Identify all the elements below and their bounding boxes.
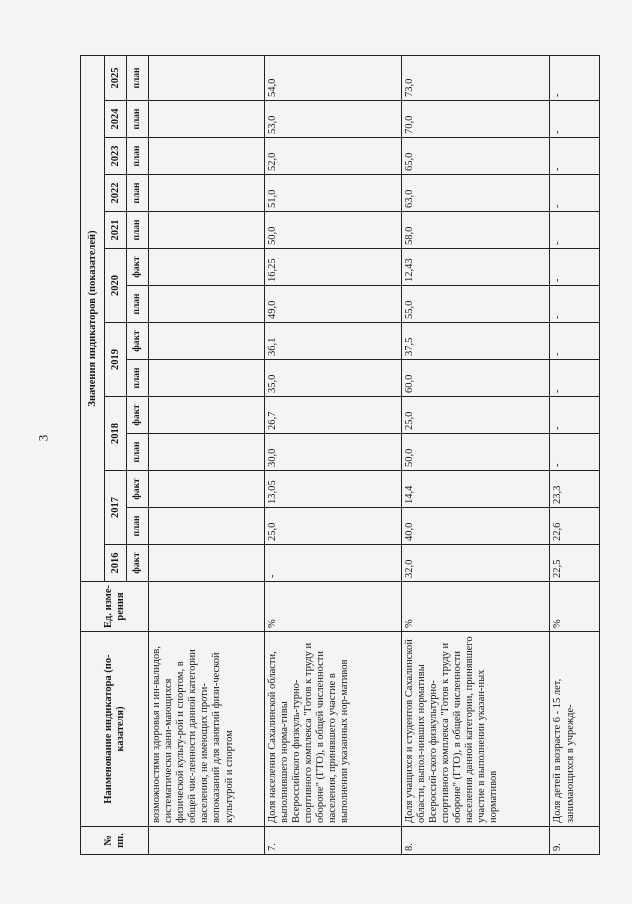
value-cell: 49,0 (264, 286, 401, 323)
sub-fact: факт (127, 471, 149, 508)
value-cell: 50,0 (264, 212, 401, 249)
table-row (149, 56, 264, 855)
value-cell: 60,0 (402, 360, 550, 397)
value-cell: 16,25 (264, 249, 401, 286)
sub-plan: план (127, 56, 149, 101)
value-cell: 65,0 (402, 138, 550, 175)
table-row (550, 56, 600, 855)
year-2018: 2018 (105, 397, 127, 471)
year-2023: 2023 (105, 138, 127, 175)
value-cell: 54,0 (264, 56, 401, 101)
value-cell: - (550, 101, 600, 138)
value-cell: - (550, 397, 600, 434)
sub-plan: план (127, 360, 149, 397)
value-cell: - (550, 286, 600, 323)
value-cell: 53,0 (264, 101, 401, 138)
value-cell: 40,0 (402, 508, 550, 545)
row-num: 9. (550, 827, 600, 855)
value-cell: - (550, 138, 600, 175)
year-2017: 2017 (105, 471, 127, 545)
value-cell: 12,43 (402, 249, 550, 286)
row-unit: % (550, 582, 600, 632)
sub-plan: план (127, 212, 149, 249)
row-name: Доля детей в возрасте 6 - 15 лет, занимающихся в учрежде- (550, 632, 600, 827)
value-cell: 13,05 (264, 471, 401, 508)
row-name: возможностями здоровья и ин-валидов, систематически зани-мающихся физической культу-рой и спортом, в общей чис-ленности данной категории населения, не имеющих проти-вопоказаний для занятий физи-ческой культурой и спортом (149, 632, 264, 827)
header-num: № пп. (81, 827, 149, 855)
table-row (402, 56, 550, 855)
sub-plan: план (127, 434, 149, 471)
row-num: 8. (402, 827, 550, 855)
value-cell: 23,3 (550, 471, 600, 508)
header-unit: Ед. изме-рения (81, 582, 149, 632)
sub-plan: план (127, 175, 149, 212)
sub-fact: факт (127, 545, 149, 582)
table-row (264, 56, 401, 855)
row-unit: % (402, 582, 550, 632)
header-values: Значения индикаторов (показателей) (81, 56, 105, 582)
value-cell: 50,0 (402, 434, 550, 471)
indicators-table (80, 55, 600, 855)
value-cell: 14,4 (402, 471, 550, 508)
value-cell: 32,0 (402, 545, 550, 582)
year-2025: 2025 (105, 56, 127, 101)
sub-fact: факт (127, 249, 149, 286)
year-2022: 2022 (105, 175, 127, 212)
value-cell: - (550, 212, 600, 249)
value-cell: - (550, 56, 600, 101)
sub-plan: план (127, 101, 149, 138)
sub-plan: план (127, 286, 149, 323)
value-cell: 55,0 (402, 286, 550, 323)
sub-plan: план (127, 508, 149, 545)
year-2019: 2019 (105, 323, 127, 397)
value-cell: - (550, 249, 600, 286)
value-cell: - (550, 360, 600, 397)
page-number: 3 (35, 434, 51, 442)
value-cell: 35,0 (264, 360, 401, 397)
value-cell: - (550, 323, 600, 360)
value-cell: - (550, 434, 600, 471)
value-cell: 22,6 (550, 508, 600, 545)
value-cell: 51,0 (264, 175, 401, 212)
value-cell: - (264, 545, 401, 582)
value-cell: - (550, 175, 600, 212)
sub-plan: план (127, 138, 149, 175)
value-cell: 25,0 (402, 397, 550, 434)
row-name: Доля населения Сахалинской области, выполнившего норма-тивы Всероссийского физкуль-турно-спортивного комплекса "Готов к труду и обороне" (ГТО), в общей численности населения, принявшего участие в выполнении указанных нор-мативов (264, 632, 401, 827)
rotated-table-wrapper (80, 55, 600, 855)
value-cell: 58,0 (402, 212, 550, 249)
value-cell: 52,0 (264, 138, 401, 175)
year-2024: 2024 (105, 101, 127, 138)
value-cell: 70,0 (402, 101, 550, 138)
row-num (149, 827, 264, 855)
year-2021: 2021 (105, 212, 127, 249)
value-cell: 26,7 (264, 397, 401, 434)
row-name: Доля учащихся и студентов Сахалинской области, выпол-нивших нормативы Всероссий-ского физкультурно-спортивного комплекса "Готов к труду и обороне" (ГТО), в общей численности населения данной категории, принявшего участие в выполнении указан-ных нормативов (402, 632, 550, 827)
row-unit (149, 582, 264, 632)
sub-fact: факт (127, 323, 149, 360)
year-2016: 2016 (105, 545, 127, 582)
value-cell: 30,0 (264, 434, 401, 471)
value-cell: 36,1 (264, 323, 401, 360)
value-cell: 73,0 (402, 56, 550, 101)
value-cell: 37,5 (402, 323, 550, 360)
sub-fact: факт (127, 397, 149, 434)
header-name: Наименование индикатора (по-казателя) (81, 632, 149, 827)
row-unit: % (264, 582, 401, 632)
value-cell: 63,0 (402, 175, 550, 212)
row-num: 7. (264, 827, 401, 855)
year-2020: 2020 (105, 249, 127, 323)
value-cell: 25,0 (264, 508, 401, 545)
value-cell: 22,5 (550, 545, 600, 582)
